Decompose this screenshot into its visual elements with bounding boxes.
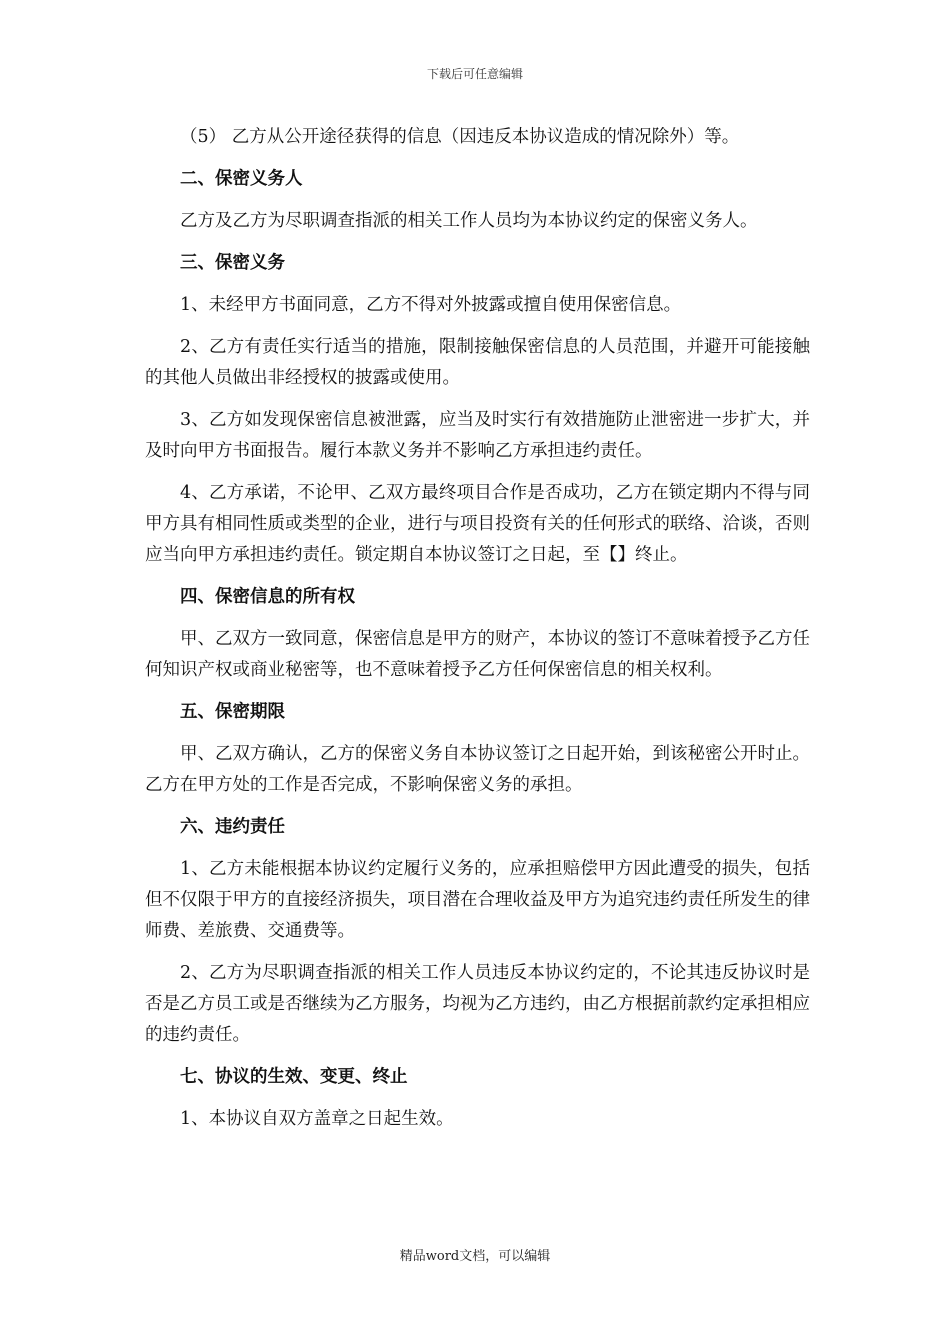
- section-heading-6: 六、违约责任: [180, 817, 285, 837]
- paragraph-effect-1: 1、本协议自双方盖章之日起生效。: [180, 1109, 454, 1129]
- paragraph-obligation-3: 3、乙方如发现保密信息被泄露，应当及时实行有效措施防止泄密进一步扩大，并及时向甲方书面报告。履行本款义务并不影响乙方承担违约责任。: [145, 410, 810, 461]
- section-heading-4: 四、保密信息的所有权: [180, 587, 355, 607]
- paragraph-liability-1: 1、乙方未能根据本协议约定履行义务的，应承担赔偿甲方因此遭受的损失，包括但不仅限于甲方的直接经济损失，项目潜在合理收益及甲方为追究违约责任所发生的律师费、差旅费、交通费等。: [145, 859, 810, 941]
- paragraph-item-5-exclusion: （5） 乙方从公开途径获得的信息（因违反本协议造成的情况除外）等。: [180, 127, 740, 147]
- page-footer: 精品word文档，可以编辑: [399, 1249, 551, 1264]
- paragraph-term: 甲、乙双方确认，乙方的保密义务自本协议签订之日起开始，到该秘密公开时止。乙方在甲方处的工作是否完成，不影响保密义务的承担。: [145, 744, 810, 795]
- section-heading-5: 五、保密期限: [180, 702, 285, 722]
- page-header: 下载后可任意编辑: [426, 67, 523, 81]
- paragraph-obligation-1: 1、未经甲方书面同意，乙方不得对外披露或擅自使用保密信息。: [180, 295, 682, 315]
- section-heading-3: 三、保密义务: [180, 253, 285, 273]
- document-body: [145, 122, 810, 1146]
- paragraph-obligors: 乙方及乙方为尽职调查指派的相关工作人员均为本协议约定的保密义务人。: [180, 211, 758, 231]
- paragraph-obligation-4: 4、乙方承诺，不论甲、乙双方最终项目合作是否成功，乙方在锁定期内不得与同甲方具有相同性质或类型的企业，进行与项目投资有关的任何形式的联络、洽谈，否则应当向甲方承担违约责任。锁定期自本协议签订之日起，至【】终止。: [145, 483, 810, 565]
- paragraph-obligation-2: 2、乙方有责任实行适当的措施，限制接触保密信息的人员范围，并避开可能接触的其他人员做出非经授权的披露或使用。: [145, 337, 810, 388]
- paragraph-liability-2: 2、乙方为尽职调查指派的相关工作人员违反本协议约定的，不论其违反协议时是否是乙方员工或是否继续为乙方服务，均视为乙方违约，由乙方根据前款约定承担相应的违约责任。: [145, 963, 810, 1045]
- paragraph-ownership: 甲、乙双方一致同意，保密信息是甲方的财产，本协议的签订不意味着授予乙方任何知识产权或商业秘密等，也不意味着授予乙方任何保密信息的相关权利。: [145, 629, 810, 680]
- section-heading-2: 二、保密义务人: [180, 169, 303, 189]
- section-heading-7: 七、协议的生效、变更、终止: [180, 1067, 408, 1087]
